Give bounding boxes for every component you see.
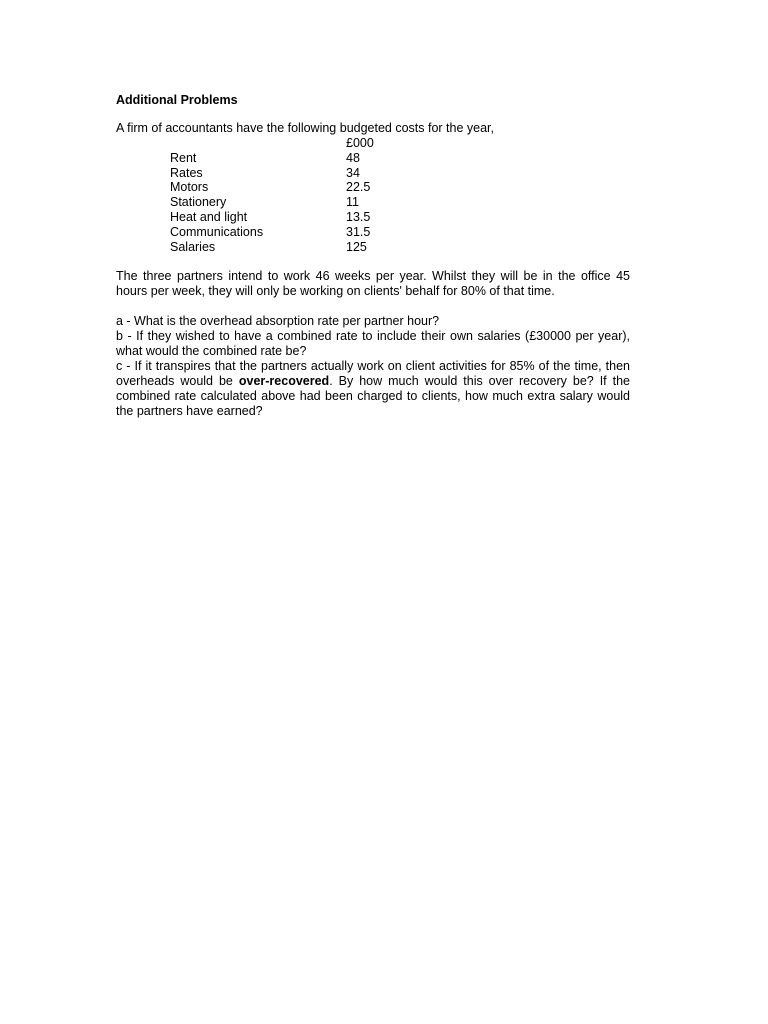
question-a: a - What is the overhead absorption rate per partner hour? <box>116 314 440 329</box>
cost-row <box>170 195 374 210</box>
partners-paragraph: The three partners intend to work 46 weeks per year. Whilst they will be in the office 45 hours per week, they will only be working on clients' behalf for 80% of that time. <box>116 269 630 299</box>
cost-value: 22.5 <box>346 180 371 195</box>
cost-item: Rent <box>170 150 197 165</box>
cost-row <box>170 180 374 195</box>
cost-item: Heat and light <box>170 209 248 224</box>
question-b: b - If they wished to have a combined rate to include their own salaries (£30000 per year), what would the combined rate be? <box>116 329 630 359</box>
intro-text: A firm of accountants have the following budgeted costs for the year, <box>116 121 495 135</box>
document-title: Additional Problems <box>116 93 238 107</box>
cost-value: 13.5 <box>346 209 371 224</box>
cost-value: 48 <box>346 150 360 165</box>
cost-row <box>170 166 374 181</box>
cost-row <box>170 210 374 225</box>
cost-item: Communications <box>170 224 264 239</box>
cost-item: Stationery <box>170 195 227 210</box>
cost-item: Rates <box>170 165 203 180</box>
cost-item-header <box>170 136 346 151</box>
cost-item: Salaries <box>170 239 216 254</box>
question-c-text-end: . By how much would this over recovery be? If the combined rate calculated above had been charged to clients, how much extra salary would the partners have earned? <box>116 374 630 419</box>
cost-value: 31.5 <box>346 224 371 239</box>
budgeted-costs-table <box>170 136 374 254</box>
cost-row <box>170 151 374 166</box>
question-c <box>116 359 630 419</box>
question-c-text-start: c - If it transpires that the partners actually work on client activities for 85% of the time, then overheads would be <box>116 359 630 389</box>
cost-row <box>170 240 374 255</box>
cost-row <box>170 225 374 240</box>
cost-table-header-row <box>170 136 374 151</box>
questions-list <box>116 314 630 419</box>
cost-value: 11 <box>346 195 359 210</box>
cost-value: 125 <box>346 239 367 254</box>
cost-unit-header: £000 <box>346 136 374 150</box>
document-body <box>116 93 630 419</box>
cost-item: Motors <box>170 180 209 195</box>
cost-value: 34 <box>346 165 360 180</box>
question-c-emphasis: over-recovered <box>238 374 330 389</box>
